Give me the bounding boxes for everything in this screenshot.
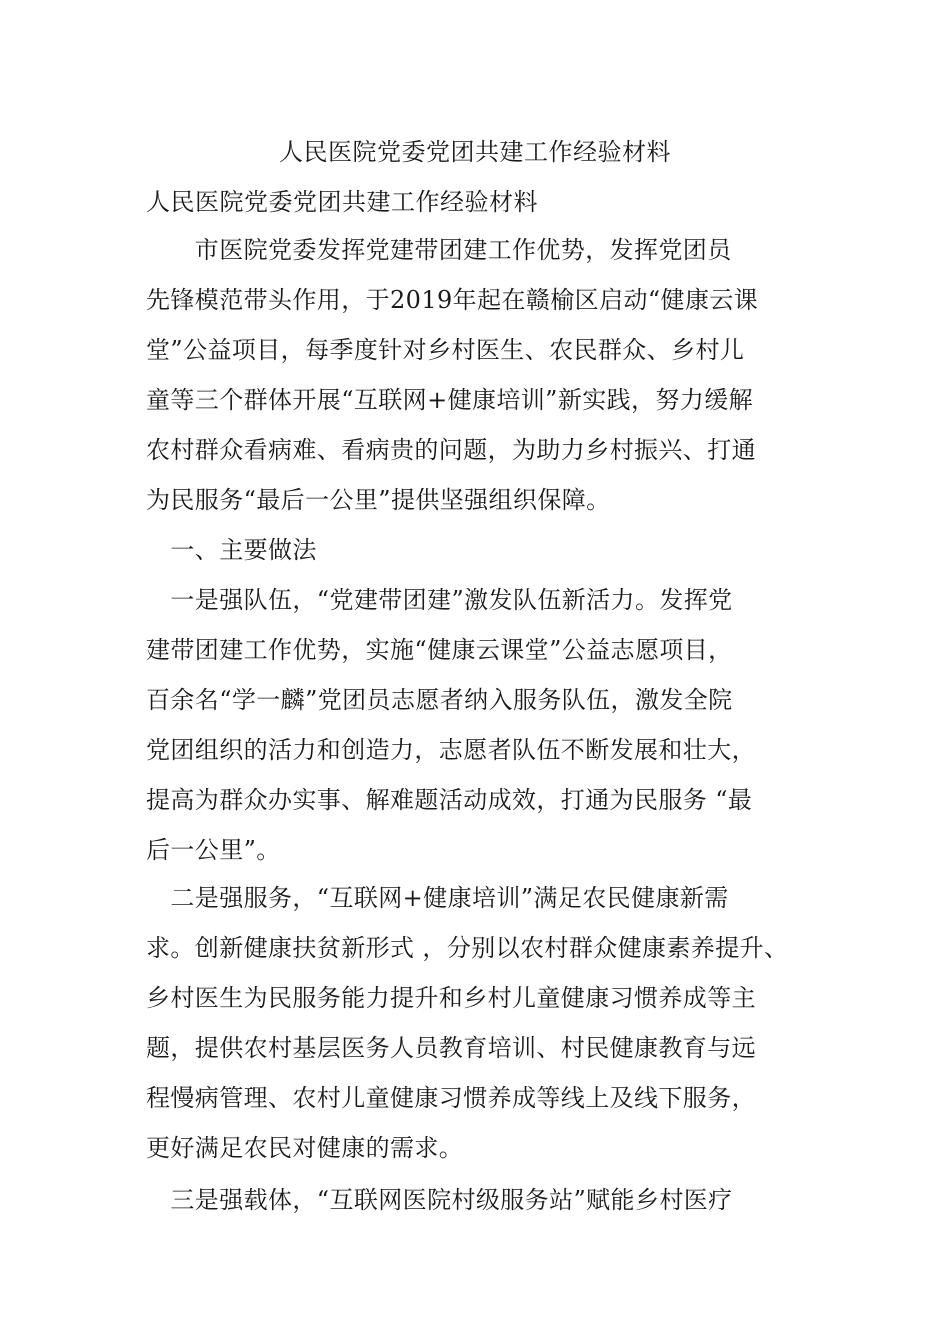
- body-line-16: 乡村医生为民服务能力提升和乡村儿童健康习惯养成等主: [146, 984, 756, 1012]
- body-line-8: 一是强队伍，“党建带团建”激发队伍新活力。发挥党: [146, 586, 733, 614]
- body-line-1: 市医院党委发挥党建带团建工作优势，发挥党团员: [146, 236, 732, 264]
- body-line-4: 童等三个群体开展“互联网+健康培训”新实践，努力缓解: [146, 386, 754, 414]
- body-line-18: 程慢病管理、农村儿童健康习惯养成等线上及线下服务，: [146, 1084, 756, 1112]
- body-line-11: 党团组织的活力和创造力，志愿者队伍不断发展和壮大，: [146, 736, 756, 764]
- body-line-2: 先锋模范带头作用，于2019年起在赣榆区启动“健康云课: [146, 286, 759, 314]
- body-line-15: 求。创新健康扶贫新形式 ，分别以农村群众健康素养提升、: [146, 934, 789, 962]
- body-line-5: 农村群众看病难、看病贵的问题，为助力乡村振兴、打通: [146, 436, 756, 464]
- body-line-3: 堂”公益项目，每季度针对乡村医生、农民群众、乡村儿: [146, 336, 745, 364]
- body-line-10: 百余名“学一麟”党团员志愿者纳入服务队伍，激发全院: [146, 686, 733, 714]
- body-line-20: 三是强载体，“互联网医院村级服务站”赋能乡村医疗: [146, 1186, 733, 1214]
- body-line-14: 二是强服务，“互联网+健康培训”满足农民健康新需: [146, 884, 729, 912]
- document-title: 人民医院党委党团共建工作经验材料: [279, 138, 671, 166]
- body-line-13: 后一公里”。: [146, 836, 281, 864]
- body-line-9: 建带团建工作优势，实施“健康云课堂”公益志愿项目，: [146, 636, 733, 664]
- body-line-17: 题，提供农村基层医务人员教育培训、村民健康教育与远: [146, 1034, 756, 1062]
- section-heading: 一、主要做法: [146, 536, 317, 564]
- body-line-6: 为民服务“最后一公里”提供坚强组织保障。: [146, 486, 611, 514]
- document-subtitle: 人民医院党委党团共建工作经验材料: [146, 188, 538, 216]
- body-line-12: 提高为群众办实事、解难题活动成效，打通为民服务 “最: [146, 786, 753, 814]
- body-line-19: 更好满足农民对健康的需求。: [146, 1134, 464, 1162]
